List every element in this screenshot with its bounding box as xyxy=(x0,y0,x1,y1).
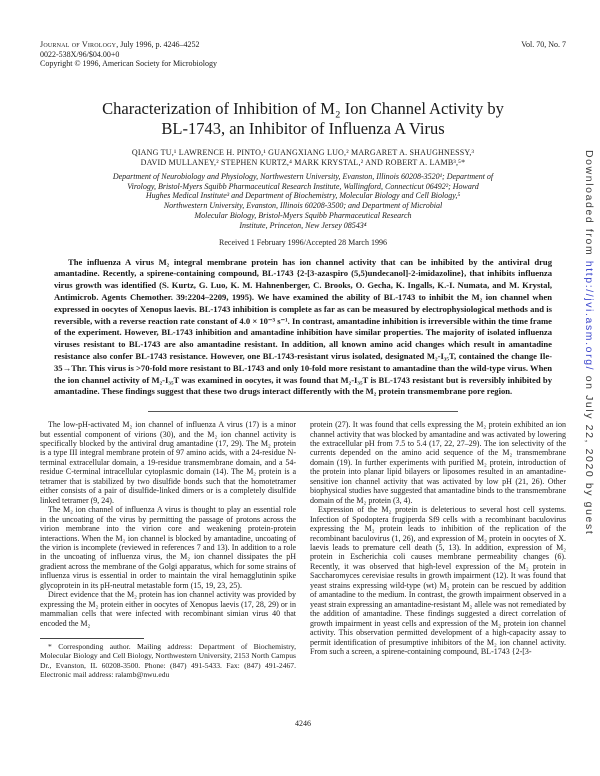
watermark-suffix: on July 22, 2020 by guest xyxy=(583,371,595,536)
copyright-line: Copyright © 1996, American Society for Microbiology xyxy=(40,59,217,69)
affiliation-line: Molecular Biology, Bristol-Myers Squibb Pharmaceutical Research xyxy=(194,210,412,220)
affiliations xyxy=(40,172,566,231)
journal-line xyxy=(40,40,566,50)
footnote-divider xyxy=(40,638,144,639)
issn-line: 0022-538X/96/$04.00+0 xyxy=(40,49,120,59)
body-paragraph: The M₂ ion channel of influenza A virus is thought to play an essential role in the uncoating of the virus by permitting the passage of protons across the virion membrane into the virion core and weakening protein-protein interactions. When the M₂ ion channel is blocked by amantadine, uncoating of the virion is incomplete (reviewed in references 7 and 13). In addition to a role in the uncoating of influenza virus, the M₂ ion channel dissipates the pH gradient across the membrane of the Golgi apparatus, which for some strains of influenza virus is essential in order to maintain the viral hemagglutinin spike glycoprotein in its pH-neutral metastable form (15, 19, 23, 25). xyxy=(40,505,296,590)
download-watermark xyxy=(583,150,595,535)
page-content xyxy=(40,40,566,679)
journal-name: Journal of Virology xyxy=(40,40,117,49)
affiliation-line: Northwestern University, Evanston, Illinois 60208-3500; and Department of Microbial xyxy=(163,201,443,211)
affiliation-line: Virology, Bristol-Myers Squibb Pharmaceutical Research Institute, Wallingford, Connecticut 06492²; Howard xyxy=(127,181,479,191)
watermark-prefix: Downloaded from xyxy=(583,150,595,261)
masthead xyxy=(40,40,566,69)
abstract: The influenza A virus M₂ integral membrane protein has ion channel activity that can be inhibited by the antiviral drug amantadine. Recently, a spirene-containing compound, BL-1743 {2-[3-azaspiro (5,5)undecanol]-2-imidazoline}, that inhibits influenza virus growth was identified (S. Kurtz, G. Luo, K. M. Hahnenberger, C. Brooks, O. Gecha, K. Ingalls, K.-I. Numata, and M. Krystal, Antimicrob. Agents Chemother. 39:2204–2209, 1995). We have examined the ability of BL-1743 to inhibit the M₂ ion channel when expressed in oocytes of Xenopus laevis. BL-1743 inhibition is complete as far as can be measured by electrophysiological methods and is reversible, with a reverse reaction rate constant of 4.0 × 10⁻³ s⁻¹. In contrast, amantadine inhibition is irreversible within the time frame of the experiment. However, BL-1743 inhibition and amantadine inhibition have similar properties. The majority of isolated influenza viruses resistant to BL-1743 are also amantadine resistant. In addition, all known amino acid changes which result in amantadine resistance also confer BL-1743 resistance. However, one BL-1743-resistant virus isolated, designated M₂-I₃₅T, contained the change Ile-35→Thr. This virus is >70-fold more resistant to BL-1743 and only 10-fold more resistant to amantadine than the wild-type virus. When the ion channel activity of M₂-I₃₅T was examined in oocytes, it was found that M₂-I₃₅T is BL-1743 resistant but is reversibly inhibited by amantadine. These findings suggest that these two drugs interact differently with the M₂ protein transmembrane pore region. xyxy=(54,256,553,397)
body-paragraph: Expression of the M₂ protein is deleterious to several host cell systems. Infection of Spodoptera frugiperda Sf9 cells with a recombinant baculovirus expressing the M₂ protein leads to inhibition of the replication of the recombinant baculovirus (1, 26), and expression of M₂ protein in oocytes of X. laevis leads to premature cell death (5, 13). In addition, expression of M₂ protein in Escherichia coli causes membrane permeability changes (6). Recently, it was observed that high-level expression of the M₂ protein in Saccharomyces cerevisiae results in growth impairment (12). It was found that yeast strains expressing wild-type (wt) M₂ protein can be rescued by addition of amantadine to the medium. In contrast, the growth impairment observed in a yeast strain expressing an amantadine-resistant M₂ allele was not remediated by the addition of amantadine. These findings suggested a direct correlation of growth impairment in yeast cells and expression of the M₂ protein ion channel activity. This observation permitted development of a high-capacity assay to permit identification of presumptive inhibitors of the M₂ ion channel activity. From such a screen, a spirene-containing compound, BL-1743 {2-[3- xyxy=(310,505,566,656)
right-column xyxy=(310,420,566,679)
body-paragraph: protein (27). It was found that cells expressing the M₂ protein exhibited an ion channel activity that was blocked by amantadine and was activated by lowering the extracellular pH from 7.5 to 5.4 (17, 22, 27–29). The ion selectivity of the currents depended on the amino acid sequence of the M₂ transmembrane domain (19). In further experiments with purified M₂ protein, introduction of the protein into planar lipid bilayers or liposomes resulted in an amantadine-sensitive ion channel activity that was activated by low pH (21, 26). Other biophysical studies have suggested that amantadine binds to the transmembrane domain of the M₂ protein (3, 4). xyxy=(310,420,566,505)
body-paragraph: The low-pH-activated M₂ ion channel of influenza A virus (17) is a minor but essential component of virions (30), and the M₂ ion channel activity is specifically blocked by the antiviral drug amantadine (17, 29). The M₂ protein is a type III integral membrane protein of 97 amino acids, with a 24-residue N-terminal extracellular domain, a 19-residue transmembrane domain, and a 54-residue C-terminal intracellular cytoplasmic domain (14). The M₂ protein is a tetramer that is stabilized by two disulfide bonds such that the homotetramer either consists of a pair of disulfide-linked dimers or is a completely disulfide linked tetramer (9, 24). xyxy=(40,420,296,505)
page-number: 4246 xyxy=(295,719,311,728)
two-column-body xyxy=(40,420,566,679)
author-list xyxy=(40,148,566,168)
abstract-divider xyxy=(148,411,458,412)
corresponding-author-footnote: * Corresponding author. Mailing address: Department of Biochemistry, Molecular Biology and Cell Biology, Northwestern University, 2153 North Campus Dr., Evanston, IL 60208-3500. Phone: (847) 491-5433. Fax: (847) 491-2467. Electronic mail address: ralamb@nwu.edu xyxy=(40,642,296,679)
watermark-url-link[interactable]: http://jvi.asm.org/ xyxy=(583,260,595,372)
author-line2: DAVID MULLANEY,² STEPHEN KURTZ,⁴ MARK KRYSTAL,² AND ROBERT A. LAMB³,⁵* xyxy=(140,157,466,167)
article-title xyxy=(40,99,566,139)
author-line1: QIANG TU,¹ LAWRENCE H. PINTO,¹ GUANGXIANG LUO,² MARGARET A. SHAUGHNESSY,³ xyxy=(131,147,475,157)
volume-number: Vol. 70, No. 7 xyxy=(521,40,566,49)
received-dates: Received 1 February 1996/Accepted 28 March 1996 xyxy=(219,237,387,247)
body-paragraph: Direct evidence that the M₂ protein has ion channel activity was provided by expressing the M₂ protein either in oocytes of Xenopus laevis (17, 28, 29) or in mammalian cells that were infected with recombinant simian virus 40 that encoded the M₂ xyxy=(40,590,296,628)
article-title-line1: Characterization of Inhibition of M₂ Ion Channel Activity by xyxy=(102,98,504,118)
article-title-line2: BL-1743, an Inhibitor of Influenza A Virus xyxy=(161,118,445,138)
affiliation-line: Institute, Princeton, New Jersey 08543⁴ xyxy=(239,220,367,230)
journal-issue-info: , July 1996, p. 4246–4252 xyxy=(116,40,200,49)
left-column xyxy=(40,420,296,679)
affiliation-line: Hughes Medical Institute³ and Department of Biochemistry, Molecular Biology and Cell Biology,⁵ xyxy=(145,191,461,201)
affiliation-line: Department of Neurobiology and Physiology, Northwestern University, Evanston, Illinois 60208-3520¹; Department of xyxy=(112,171,494,181)
